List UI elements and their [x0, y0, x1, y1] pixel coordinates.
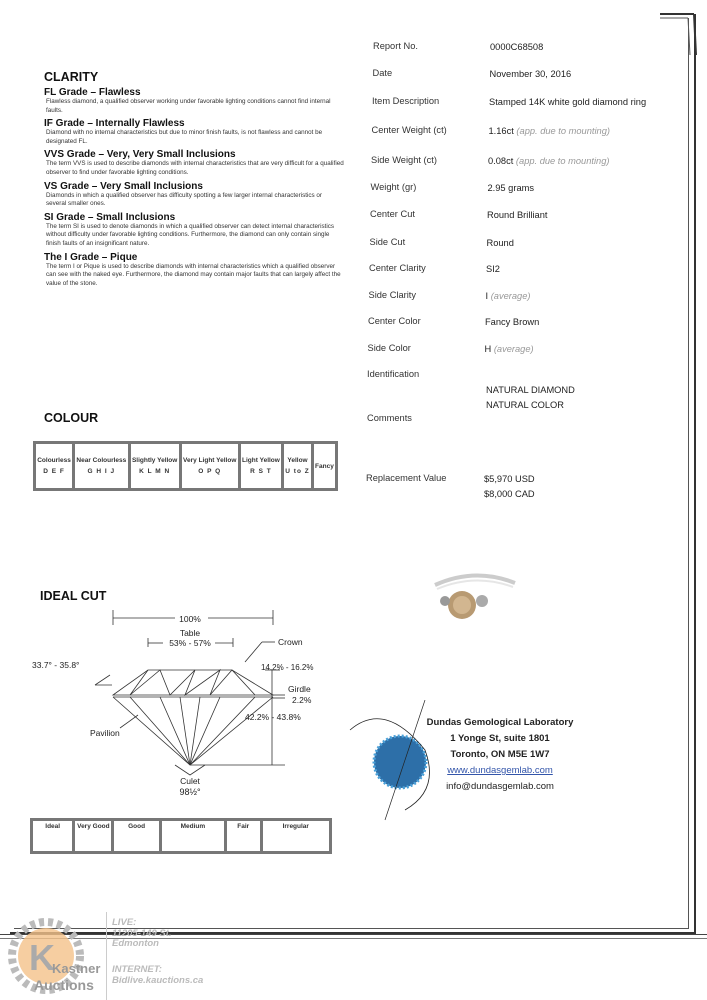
label-width: 100% [179, 614, 201, 624]
report-label: Side Cut [369, 237, 406, 247]
colour-grade-letters: K L M N [139, 468, 171, 475]
lab-info [400, 715, 600, 795]
internet-url[interactable]: Bidlive.kauctions.ca [112, 974, 204, 986]
svg-text:Auctions: Auctions [34, 977, 94, 993]
colour-grade-name: Very Light Yellow [183, 457, 237, 464]
report-value-text: 0000C68508 [490, 42, 544, 52]
comments-label: Comments [367, 413, 412, 423]
colour-grade-name: Fancy [315, 462, 334, 470]
report-label: Weight (gr) [370, 182, 417, 192]
report-value [489, 97, 646, 107]
report-value-text: Round Brilliant [487, 210, 548, 220]
report-value [490, 42, 543, 52]
report-label: Date [372, 68, 393, 78]
lab-address-1: 1 Yonge St, suite 1801 [450, 733, 550, 744]
ideal-cut-title: IDEAL CUT [40, 589, 107, 603]
cut-grade-cell: Ideal [33, 821, 72, 851]
colour-grade-letters: G H I J [87, 468, 116, 475]
clarity-grade-description: Diamond with no internal characteristics but due to minor finish faults, is not flawless and cannot be designated FL. [46, 129, 323, 145]
colour-grade-name: Light Yellow [242, 457, 280, 464]
report-value [489, 126, 610, 136]
report-value-text: 2.95 grams [487, 183, 535, 193]
report-value-text: H [484, 344, 492, 354]
clarity-grade-heading: The I Grade – Pique [44, 251, 138, 263]
label-culet: Culet [180, 776, 200, 786]
corner-ornament [660, 10, 705, 55]
identification-line-1: NATURAL DIAMOND [486, 385, 575, 395]
report-label: Identification [367, 369, 420, 379]
label-crown: Crown [278, 637, 303, 647]
label-crown-angle: 33.7° - 35.8° [32, 660, 80, 670]
colour-grade-cell [314, 444, 335, 488]
kastner-auctions-logo [4, 918, 104, 998]
footer-separator [106, 912, 107, 1000]
colour-grade-name: Near Colourless [76, 457, 127, 464]
clarity-grade-heading: FL Grade – Flawless [44, 87, 141, 98]
report-label: Side Color [367, 343, 411, 353]
lab-email: info@dundasgemlab.com [446, 781, 554, 792]
footer-live [112, 918, 172, 950]
report-value-note: (app. due to mounting) [516, 126, 610, 136]
report-value-text: Round [486, 238, 514, 248]
clarity-grade-heading: IF Grade – Internally Flawless [44, 118, 185, 130]
report-value [485, 317, 539, 327]
colour-grade-name: Yellow [287, 457, 308, 464]
colour-grade-name: Colourless [37, 457, 71, 464]
cut-grade-cell: Irregular [263, 821, 329, 851]
report-value [488, 183, 535, 193]
report-label: Side Weight (ct) [371, 155, 437, 165]
live-label: LIVE: [112, 917, 137, 928]
svg-text:K: K [29, 937, 55, 978]
clarity-grade-description: The term I or Pique is used to describe diamonds with internal characteristics which a qualified observer can see with the naked eye. Furthermore, the diamond may contain major faults that can largely affect the value of the stone. [46, 262, 341, 287]
footer-internet [112, 965, 203, 986]
clarity-grade-heading: SI Grade – Small Inclusions [44, 211, 176, 223]
report-value-text: SI2 [486, 264, 500, 274]
report-value-text: 0.08ct [488, 156, 514, 166]
report-label: Side Clarity [368, 290, 417, 300]
colour-grade-cell [241, 444, 281, 488]
report-value [488, 156, 609, 166]
colour-grade-cell [75, 444, 128, 488]
report-value [490, 69, 572, 79]
colour-grade-name: Slightly Yellow [131, 457, 178, 464]
clarity-grade-description: The term VVS is used to describe diamonds with internal characteristics that are very difficult for a qualified observer to find under favorable lighting conditions. [46, 160, 344, 176]
replacement-value-usd: $5,970 USD [484, 474, 535, 484]
report-value [486, 264, 500, 274]
report-label: Item Description [372, 96, 440, 106]
report-value-text: Fancy Brown [485, 317, 540, 327]
report-label: Center Clarity [369, 263, 426, 273]
label-table: Table [179, 628, 201, 638]
cut-grade-cell: Very Good [75, 821, 111, 851]
cut-grade-cell: Good [114, 821, 158, 851]
clarity-grade-heading: VS Grade – Very Small Inclusions [44, 180, 203, 192]
report-value-text: 1.16ct [488, 126, 514, 136]
label-pavilion-depth: 42.2% - 43.8% [245, 712, 301, 722]
colour-grade-cell [131, 444, 179, 488]
report-value-note: (average) [493, 344, 534, 354]
replacement-value-label: Replacement Value [366, 473, 447, 483]
cut-grade-cell: Medium [162, 821, 224, 851]
report-label: Center Color [368, 316, 421, 326]
report-label: Center Cut [370, 209, 415, 219]
clarity-title: CLARITY [44, 70, 99, 84]
report-value-text: November 30, 2016 [489, 69, 572, 79]
lab-name: Dundas Gemological Laboratory [426, 717, 574, 728]
label-girdle: Girdle [288, 684, 311, 694]
colour-grade-cell [284, 444, 311, 488]
report-value-note: (app. due to mounting) [515, 156, 610, 166]
cut-grade-cell: Fair [227, 821, 260, 851]
clarity-grade-description: Diamonds in which a qualified observer has difficulty spotting a few larger internal characteristics or several smaller ones. [46, 191, 323, 208]
colour-grade-cell [36, 444, 72, 488]
label-girdle-value: 2.2% [292, 695, 312, 705]
clarity-grade-description: The term SI is used to denote diamonds in which a qualified observer can detect internal characteristics without difficulty under favorable lighting conditions. Furthermore, the diamond can only contain single finish faults of an insignificant nature. [46, 222, 335, 247]
cut-grade-table [30, 818, 332, 854]
internet-label: INTERNET: [112, 964, 162, 975]
report-value-note: (average) [490, 291, 531, 301]
report-value [487, 210, 547, 220]
report-value [486, 291, 531, 301]
replacement-value-cad: $8,000 CAD [484, 489, 535, 499]
report-label: Center Weight (ct) [371, 125, 447, 135]
colour-grade-letters: O P Q [198, 468, 222, 475]
label-table-range: 53% - 57% [169, 638, 211, 648]
ring-photo [425, 565, 525, 630]
svg-text:Kastner: Kastner [52, 961, 101, 976]
live-address: 11205-149 St. [112, 927, 172, 939]
clarity-grade-heading: VVS Grade – Very, Very Small Inclusions [44, 149, 236, 161]
colour-grade-letters: U to Z [285, 468, 310, 475]
clarity-section [44, 70, 344, 288]
label-pavilion: Pavilion [90, 728, 120, 738]
colour-title: COLOUR [44, 411, 99, 425]
colour-grade-letters: D E F [43, 468, 65, 475]
report-value [485, 344, 534, 354]
report-value [487, 238, 514, 248]
identification-line-2: NATURAL COLOR [486, 400, 565, 410]
label-crown-height: 14.2% - 16.2% [261, 663, 314, 672]
colour-grade-cell [182, 444, 238, 488]
label-culet-angle: 98½° [179, 787, 201, 797]
diamond-cut-diagram [30, 600, 350, 802]
live-city: Edmonton [112, 938, 159, 949]
lab-website-link[interactable]: www.dundasgemlab.com [447, 765, 553, 776]
report-label: Report No. [373, 41, 418, 51]
report-value-text: I [485, 291, 489, 301]
colour-scale-table [33, 441, 338, 491]
report-value-text: Stamped 14K white gold diamond ring [489, 97, 647, 107]
colour-grade-letters: R S T [250, 468, 272, 475]
clarity-grade-description: Flawless diamond, a qualified observer working under favorable lighting conditions cannot find internal faults. [46, 98, 331, 114]
lab-address-2: Toronto, ON M5E 1W7 [450, 749, 550, 760]
